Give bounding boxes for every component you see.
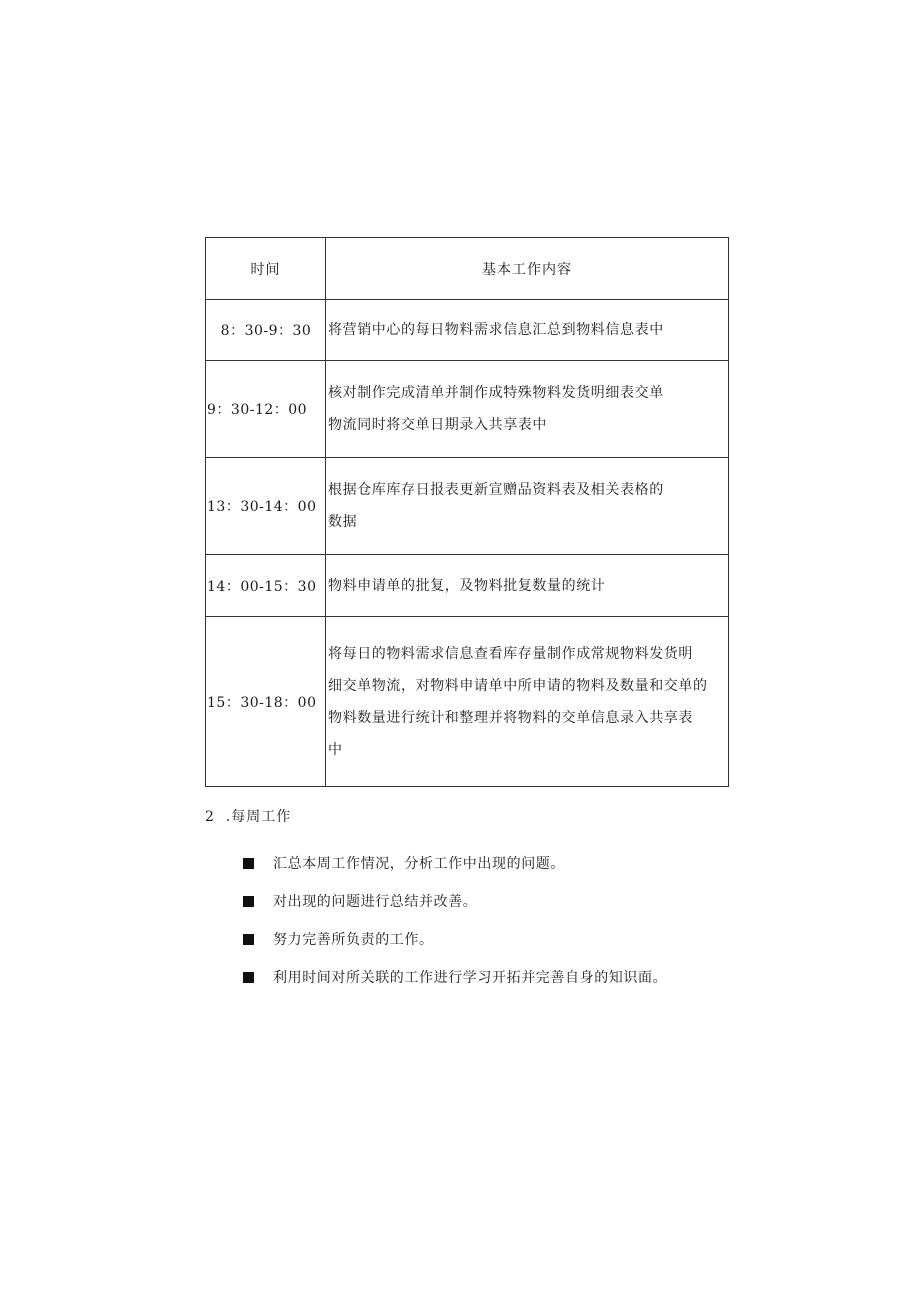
list-item-text: 努力完善所负责的工作。 (273, 932, 434, 948)
table-row (206, 361, 729, 458)
time-cell: 8：30-9：30 (206, 300, 326, 361)
time-column-header: 时间 (206, 238, 326, 300)
list-item-text: 汇总本周工作情况，分析工作中出现的问题。 (273, 856, 565, 872)
square-bullet-icon (243, 858, 254, 869)
content-column-header: 基本工作内容 (326, 238, 729, 300)
content-line: 物料数量进行统计和整理并将物料的交单信息录入共享表 (328, 709, 693, 726)
content-line: 将营销中心的每日物料需求信息汇总到物料信息表中 (328, 322, 664, 338)
content-cell (326, 617, 729, 787)
content-cell (326, 555, 729, 617)
content-line: 根据仓库库存日报表更新宣赠品资料表及相关表格的 (328, 482, 664, 498)
content-line: 核对制作完成清单并制作成特殊物料发货明细表交单 (328, 385, 664, 401)
content-cell (326, 458, 729, 555)
table-header-row (206, 238, 729, 300)
square-bullet-icon (243, 972, 254, 983)
content-line: 将每日的物料需求信息查看库存量制作成常规物料发货明 (328, 645, 693, 662)
content-line: 中 (328, 741, 343, 758)
table-row (206, 458, 729, 555)
list-item (243, 927, 667, 965)
square-bullet-icon (243, 896, 254, 907)
weekly-work-heading: 2 .每周工作 (205, 809, 292, 825)
list-item (243, 851, 667, 889)
content-line: 细交单物流，对物料申请单中所申请的物料及数量和交单的 (328, 677, 708, 694)
time-cell: 13：30-14：00 (206, 458, 326, 555)
table-row (206, 617, 729, 787)
daily-schedule-table (205, 237, 729, 787)
list-item (243, 889, 667, 927)
content-cell (326, 300, 729, 361)
list-item (243, 965, 667, 1003)
list-item-text: 利用时间对所关联的工作进行学习开拓并完善自身的知识面。 (273, 970, 668, 986)
time-cell: 15：30-18：00 (206, 617, 326, 787)
time-cell: 14：00-15：30 (206, 555, 326, 617)
table-row (206, 300, 729, 361)
list-item-text: 对出现的问题进行总结并改善。 (273, 894, 478, 910)
time-cell: 9：30-12：00 (206, 361, 326, 458)
table-row (206, 555, 729, 617)
square-bullet-icon (243, 934, 254, 945)
content-cell (326, 361, 729, 458)
content-line: 数据 (328, 514, 358, 530)
content-line: 物流同时将交单日期录入共享表中 (328, 417, 547, 433)
weekly-task-list (243, 851, 667, 1003)
content-line: 物料申请单的批复，及物料批复数量的统计 (328, 577, 606, 594)
